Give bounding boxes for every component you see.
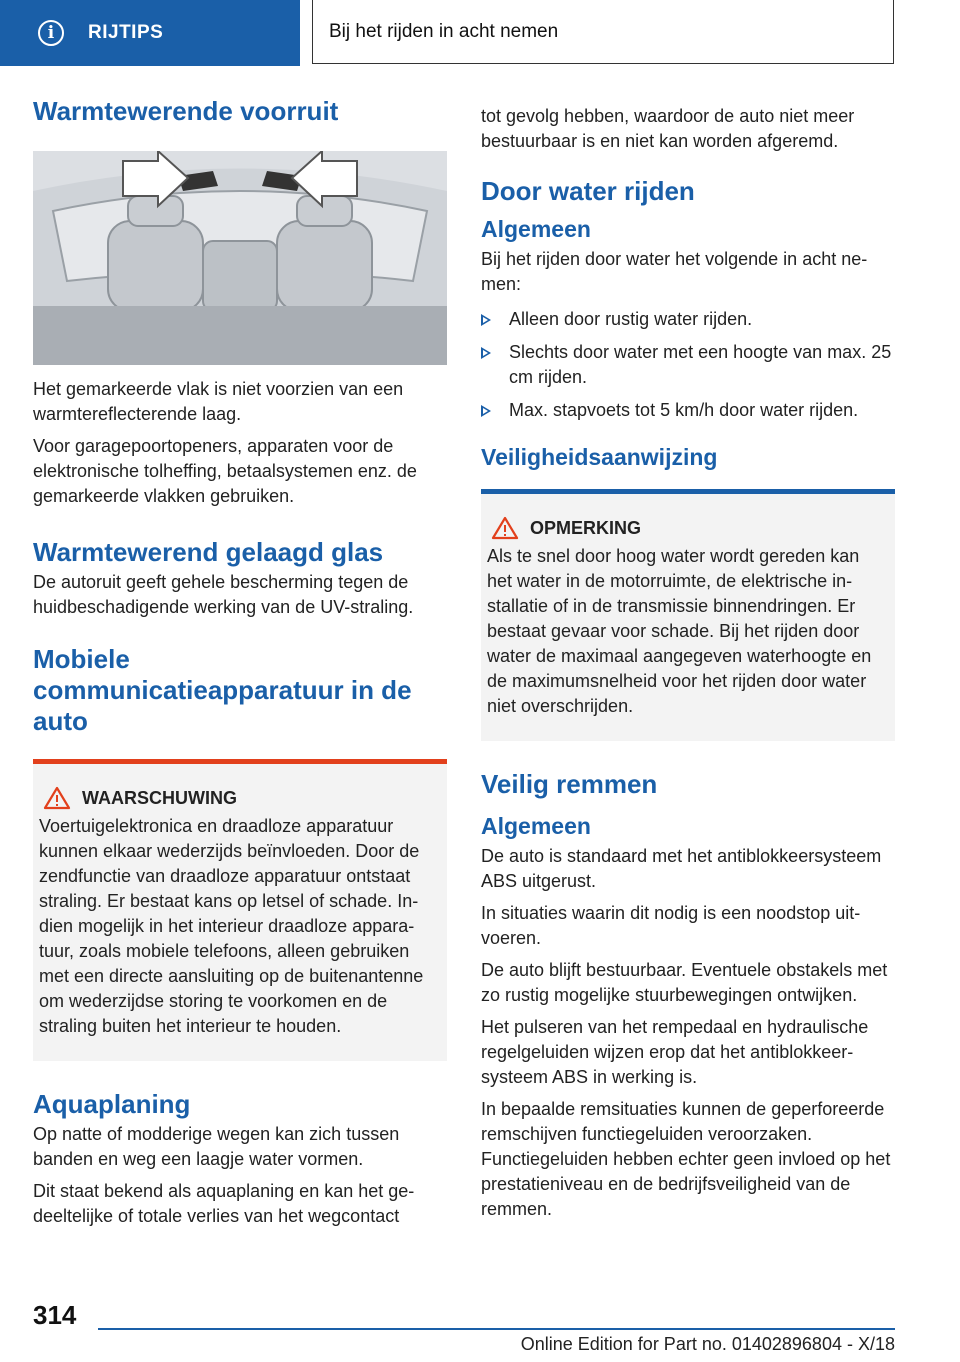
heading-heat-windshield: Warmtewerende voorruit	[33, 96, 339, 126]
notice-box	[481, 489, 895, 741]
paragraph: Voor garagepoortopeners, apparaten voor de elektronische tolheffing, betaalsystemen enz. de gemarkeerde vlakken gebruiken.	[33, 436, 417, 506]
paragraph: tot gevolg hebben, waardoor de auto niet meer bestuurbaar is en niet kan worden afgeremd.	[481, 106, 855, 151]
list-item: Alleen door rustig water rijden.	[481, 307, 895, 332]
paragraph: De auto blijft bestuurbaar. Eventuele obstakels met zo rustig mogelijke stuurbewegingen ontwijken.	[481, 960, 888, 1005]
section-tab	[0, 0, 300, 66]
water-bullet-list	[481, 307, 895, 423]
right-column	[481, 104, 895, 1229]
notice-text: Als te snel door hoog water wordt gereden kan het water in de motorruimte, de elektrische installatie of in de transmissie binnendringen. Er bestaat gevaar voor schade. Bij het rijden door water de maximaal aangegeven waterhoogte en de maximumsnelheid voor het rijden door water niet overschrijden.	[487, 546, 872, 716]
left-column	[33, 96, 447, 1236]
warning-text: Voertuigelektronica en draadloze apparatuur kunnen elkaar wederzijds beïnvloeden. Door de zendfunctie van draadloze apparatuur ontstaat straling. Er bestaat kans op letsel of schade. Indien mogelijk in het interieur draadloze apparatuur, zoals mobiele telefoons, alleen gebruiken met een directe aansluiting op de buitenantenne om wederzijdse storing te voorkomen en de straling buiten het interieur te houden.	[39, 816, 424, 1036]
subheading-safety: Veiligheidsaanwijzing	[481, 444, 718, 470]
heading-safe-braking: Veilig remmen	[481, 769, 658, 799]
list-item: Max. stapvoets tot 5 km/h door water rijden.	[481, 398, 895, 423]
heading-driving-through-water: Door water rijden	[481, 176, 695, 206]
paragraph: Dit staat bekend als aquaplaning en kan het gedeeltelijke of totale verlies van het wegcontact	[33, 1181, 415, 1226]
paragraph: Op natte of modderige wegen kan zich tussen banden en weg een laagje water vormen.	[33, 1124, 400, 1169]
paragraph: De auto is standaard met het antiblokkeersysteem ABS uitgerust.	[481, 846, 882, 891]
subheading-general: Algemeen	[481, 813, 591, 839]
bullet-triangle-icon	[481, 314, 491, 326]
bullet-triangle-icon	[481, 405, 491, 417]
notice-title: OPMERKING	[530, 517, 642, 538]
chapter-title	[312, 0, 894, 64]
section-label: RIJTIPS	[88, 22, 164, 43]
paragraph: Bij het rijden door water het volgende in acht nemen:	[481, 249, 868, 294]
warning-box	[33, 759, 447, 1061]
page-number: 314	[33, 1300, 77, 1330]
warning-triangle-icon	[491, 516, 519, 540]
paragraph: In situaties waarin dit nodig is een noodstop uitvoeren.	[481, 903, 861, 948]
warning-title: WAARSCHUWING	[82, 787, 237, 808]
footer-divider	[98, 1328, 895, 1330]
paragraph: De autoruit geeft gehele bescherming tegen de huidbeschadigende werking van de UV-straling.	[33, 572, 414, 617]
subheading-general: Algemeen	[481, 216, 591, 242]
edition-note: Online Edition for Part no. 01402896804 - X/18	[520, 1334, 895, 1354]
list-item: Slechts door water met een hoogte van max. 25 cm rijden.	[481, 340, 895, 390]
paragraph: Het pulseren van het rempedaal en hydraulische regelgeluiden wijzen erop dat het antiblokkeersysteem ABS in werking is.	[481, 1017, 869, 1087]
windshield-figure	[33, 151, 447, 365]
page-header	[0, 0, 960, 66]
bullet-triangle-icon	[481, 347, 491, 359]
heading-aquaplaning: Aquaplaning	[33, 1089, 191, 1119]
warning-header	[39, 786, 441, 810]
heading-laminated-glass: Warmtewerend gelaagd glas	[33, 537, 384, 567]
heading-mobile-devices: Mobiele communicatieapparatuur in de auto	[33, 644, 412, 736]
warning-triangle-icon	[43, 786, 71, 810]
paragraph: Het gemarkeerde vlak is niet voorzien van een warmtereflecterende laag.	[33, 379, 404, 424]
chapter-title-text: Bij het rijden in acht nemen	[329, 20, 559, 42]
paragraph: In bepaalde remsituaties kunnen de geperforeerde remschijven functiegeluiden veroorzaken. Functiegeluiden hebben echter geen invloed op het prestatieniveau en de bedrijfsveiligheid van de remmen.	[481, 1099, 891, 1219]
notice-header	[487, 516, 889, 540]
info-icon: i	[38, 20, 64, 46]
car-interior-illustration	[33, 151, 447, 365]
